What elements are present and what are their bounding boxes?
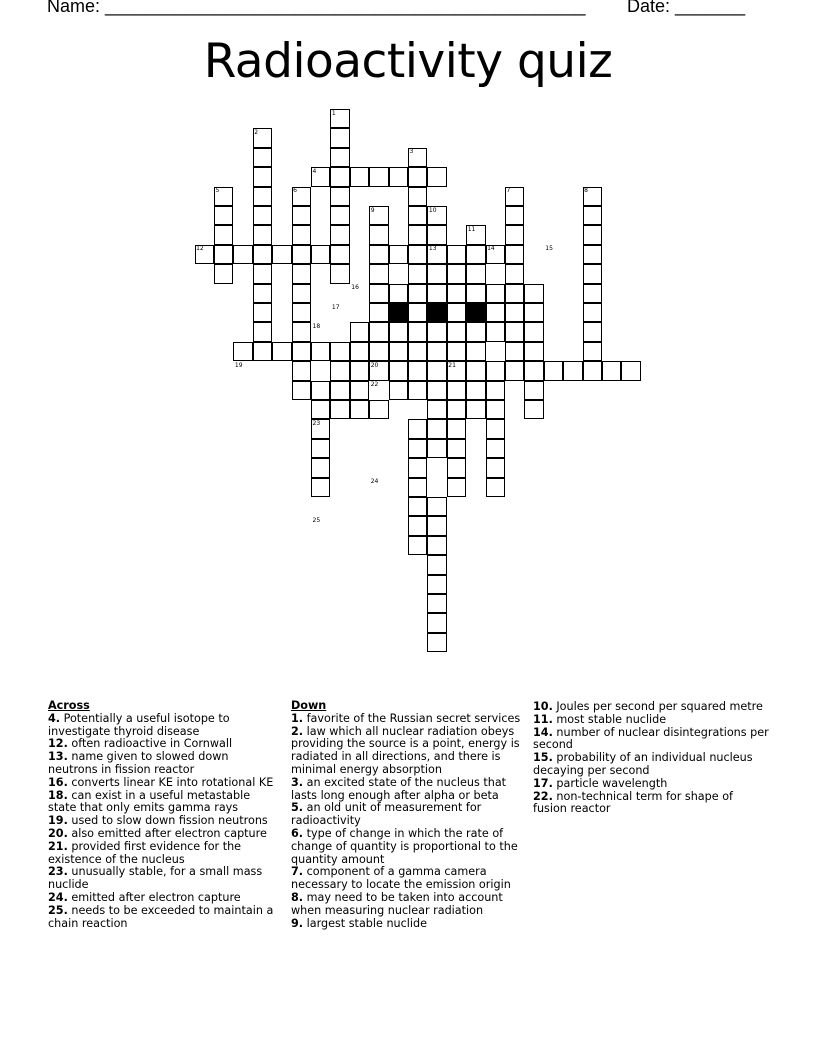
grid-cell[interactable] <box>466 342 485 361</box>
grid-cell[interactable] <box>330 128 349 147</box>
grid-cell[interactable] <box>253 264 272 283</box>
clue-number: 4 <box>312 167 317 175</box>
clue-item-text: probability of an individual nucleus decaying per second <box>533 751 753 777</box>
clue-item-text: most stable nuclide <box>552 712 667 726</box>
grid-cell[interactable] <box>233 342 252 361</box>
clue-item-number: 3. <box>291 775 304 789</box>
clue-number: 7 <box>506 187 511 195</box>
clue-number: 12 <box>196 245 204 253</box>
grid-cell[interactable] <box>544 361 563 380</box>
grid-cell[interactable] <box>292 225 311 244</box>
grid-cell[interactable] <box>350 167 369 186</box>
down-clues <box>291 700 527 930</box>
clue-item-number: 18. <box>48 788 68 802</box>
clue-number: 9 <box>370 206 375 214</box>
grid-cell[interactable] <box>408 245 427 264</box>
grid-cell[interactable] <box>524 284 543 303</box>
grid-cell[interactable] <box>427 516 446 535</box>
clue-item <box>533 727 769 753</box>
grid-cell[interactable] <box>447 478 466 497</box>
grid-cell[interactable] <box>466 361 485 380</box>
grid-cell[interactable] <box>292 245 311 264</box>
grid-cell[interactable] <box>311 245 330 264</box>
grid-cell[interactable] <box>524 342 543 361</box>
clue-item-text: an old unit of measurement for radioactivity <box>291 801 482 828</box>
clue-number: 2 <box>254 128 259 136</box>
clue-number: 24 <box>370 478 379 486</box>
grid-cell[interactable] <box>427 633 446 652</box>
clue-item-text: also emitted after electron capture <box>67 826 267 840</box>
grid-cell[interactable] <box>583 245 602 264</box>
clue-number: 23 <box>312 419 321 427</box>
grid-cell[interactable] <box>486 419 505 438</box>
grid-cell[interactable] <box>253 303 272 322</box>
clue-item-number: 7. <box>291 865 304 879</box>
grid-cell[interactable] <box>505 225 524 244</box>
grid-cell[interactable] <box>583 284 602 303</box>
grid-cell[interactable] <box>389 167 408 186</box>
grid-cell[interactable] <box>311 400 330 419</box>
grid-cell[interactable] <box>486 303 505 322</box>
grid-cell[interactable] <box>583 322 602 341</box>
grid-cell[interactable] <box>350 322 369 341</box>
grid-cell[interactable] <box>369 400 388 419</box>
grid-cell[interactable] <box>311 342 330 361</box>
grid-cell[interactable] <box>330 148 349 167</box>
grid-cell[interactable] <box>350 342 369 361</box>
clue-item-text: Joules per second per squared metre <box>552 700 763 713</box>
clue-item-text: name given to slowed down neutrons in fission reactor <box>48 750 229 776</box>
grid-cell[interactable] <box>292 322 311 341</box>
clue-item-text: can exist in a useful metastable state that only emits gamma rays <box>48 788 251 815</box>
grid-cell[interactable] <box>408 206 427 225</box>
clue-item <box>48 790 280 816</box>
grid-cell[interactable] <box>272 245 291 264</box>
grid-cell[interactable] <box>408 516 427 535</box>
grid-cell[interactable] <box>292 264 311 283</box>
clue-item-text: Potentially a useful isotope to investigate thyroid disease <box>48 711 230 738</box>
grid-cell[interactable] <box>330 400 349 419</box>
grid-cell[interactable] <box>292 342 311 361</box>
grid-cell[interactable] <box>427 439 446 458</box>
clue-item <box>291 726 527 777</box>
grid-cell[interactable] <box>292 381 311 400</box>
grid-cell[interactable] <box>292 361 311 380</box>
clue-item-number: 4. <box>48 711 61 725</box>
grid-cell[interactable] <box>369 225 388 244</box>
name-field-label: Name: ________________________________________________ <box>47 0 586 16</box>
grid-cell[interactable] <box>583 303 602 322</box>
clue-item-number: 12. <box>48 737 68 751</box>
grid-cell[interactable] <box>253 322 272 341</box>
grid-cell[interactable] <box>466 381 485 400</box>
grid-cell[interactable] <box>427 536 446 555</box>
clue-number: 25 <box>312 516 321 524</box>
grid-cell[interactable] <box>408 439 427 458</box>
grid-cell[interactable] <box>505 284 524 303</box>
grid-cell[interactable] <box>427 225 446 244</box>
grid-cell[interactable] <box>330 264 349 283</box>
grid-cell[interactable] <box>486 284 505 303</box>
grid-cell[interactable] <box>447 439 466 458</box>
grid-cell[interactable] <box>253 342 272 361</box>
grid-cell[interactable] <box>447 284 466 303</box>
page-title: Radioactivity quiz <box>203 34 613 89</box>
grid-cell[interactable] <box>408 225 427 244</box>
grid-cell[interactable] <box>447 264 466 283</box>
grid-cell[interactable] <box>311 458 330 477</box>
black-cell <box>466 303 485 322</box>
black-cell <box>427 303 446 322</box>
grid-cell[interactable] <box>602 361 621 380</box>
clue-number: 11 <box>467 225 476 233</box>
grid-cell[interactable] <box>253 167 272 186</box>
grid-cell[interactable] <box>427 264 446 283</box>
clue-item-text: used to slow down fission neutrons <box>67 814 268 828</box>
grid-cell[interactable] <box>408 458 427 477</box>
down-clues-continued <box>533 701 769 816</box>
clue-item-number: 10. <box>533 700 553 713</box>
grid-cell[interactable] <box>408 167 427 186</box>
grid-cell[interactable] <box>272 342 291 361</box>
clue-item-number: 5. <box>291 801 304 815</box>
clue-number: 3 <box>409 148 414 156</box>
grid-cell[interactable] <box>369 322 388 341</box>
grid-cell[interactable] <box>505 322 524 341</box>
clue-item-number: 8. <box>291 890 304 904</box>
clue-number: 10 <box>428 206 437 214</box>
clue-number: 21 <box>448 361 456 369</box>
grid-cell[interactable] <box>447 245 466 264</box>
clue-item-number: 13. <box>48 750 68 764</box>
down-heading: Down <box>291 699 327 712</box>
grid-cell[interactable] <box>427 497 446 516</box>
grid-cell[interactable] <box>408 187 427 206</box>
grid-cell[interactable] <box>330 342 349 361</box>
grid-cell[interactable] <box>408 478 427 497</box>
clue-item-number: 20. <box>48 826 68 840</box>
clue-item <box>291 918 527 931</box>
grid-cell[interactable] <box>524 381 543 400</box>
clue-number: 5 <box>215 187 220 195</box>
grid-cell[interactable] <box>292 303 311 322</box>
clue-item-text: provided first evidence for the existence of the nucleus <box>48 839 242 866</box>
grid-cell[interactable] <box>486 322 505 341</box>
clue-item-number: 9. <box>291 916 304 930</box>
grid-cell[interactable] <box>408 322 427 341</box>
grid-cell[interactable] <box>389 322 408 341</box>
grid-cell[interactable] <box>408 303 427 322</box>
clue-item-number: 1. <box>291 711 304 725</box>
grid-cell[interactable] <box>505 206 524 225</box>
grid-cell[interactable] <box>505 245 524 264</box>
date-field-label: Date: _______ <box>627 0 746 16</box>
clue-item-number: 2. <box>291 724 304 738</box>
grid-cell[interactable] <box>486 439 505 458</box>
grid-cell[interactable] <box>350 381 369 400</box>
clue-number: 20 <box>370 361 379 369</box>
grid-cell[interactable] <box>389 245 408 264</box>
clue-item <box>291 777 527 803</box>
grid-cell[interactable] <box>447 322 466 341</box>
grid-cell[interactable] <box>427 594 446 613</box>
grid-cell[interactable] <box>369 303 388 322</box>
grid-cell[interactable] <box>214 225 233 244</box>
grid-cell[interactable] <box>486 361 505 380</box>
grid-cell[interactable] <box>583 225 602 244</box>
clue-number: 15 <box>545 245 553 253</box>
clue-item <box>48 905 280 931</box>
grid-cell[interactable] <box>292 206 311 225</box>
grid-cell[interactable] <box>486 478 505 497</box>
grid-cell[interactable] <box>253 225 272 244</box>
grid-cell[interactable] <box>311 478 330 497</box>
clue-item-text: may need to be taken into account when measuring nuclear radiation <box>291 890 503 917</box>
clue-number: 18 <box>312 322 321 330</box>
grid-cell[interactable] <box>427 284 446 303</box>
clue-number: 6 <box>293 187 297 195</box>
grid-cell[interactable] <box>505 264 524 283</box>
clue-item-text: law which all nuclear radiation obeys providing the source is a point, energy is radiated in all directions, and there is minimal energy absorption <box>291 724 520 776</box>
grid-cell[interactable] <box>330 187 349 206</box>
grid-cell[interactable] <box>466 400 485 419</box>
grid-cell[interactable] <box>350 400 369 419</box>
grid-cell[interactable] <box>427 361 446 380</box>
grid-cell[interactable] <box>583 264 602 283</box>
grid-cell[interactable] <box>427 381 446 400</box>
grid-cell[interactable] <box>350 361 369 380</box>
grid-cell[interactable] <box>505 342 524 361</box>
grid-cell[interactable] <box>427 555 446 574</box>
grid-cell[interactable] <box>427 613 446 632</box>
grid-cell[interactable] <box>369 264 388 283</box>
clue-number: 22 <box>370 381 379 389</box>
grid-cell[interactable] <box>253 284 272 303</box>
clue-item-number: 22. <box>533 789 553 803</box>
grid-cell[interactable] <box>253 206 272 225</box>
clue-item-number: 16. <box>48 775 68 789</box>
grid-cell[interactable] <box>389 361 408 380</box>
clue-item-number: 25. <box>48 903 68 917</box>
grid-cell[interactable] <box>447 400 466 419</box>
grid-cell[interactable] <box>253 245 272 264</box>
clue-item <box>48 866 280 892</box>
grid-cell[interactable] <box>486 400 505 419</box>
grid-cell[interactable] <box>408 419 427 438</box>
grid-cell[interactable] <box>369 167 388 186</box>
clue-item-text: converts linear KE into rotational KE <box>67 775 274 789</box>
grid-cell[interactable] <box>427 167 446 186</box>
grid-cell[interactable] <box>466 264 485 283</box>
clue-item <box>291 802 527 828</box>
grid-cell[interactable] <box>408 497 427 516</box>
clue-item-text: type of change in which the rate of change of quantity is proportional to the quantity amount <box>291 826 518 866</box>
grid-cell[interactable] <box>427 322 446 341</box>
grid-cell[interactable] <box>563 361 582 380</box>
grid-cell[interactable] <box>447 342 466 361</box>
clue-item-text: component of a gamma camera necessary to locate the emission origin <box>291 865 511 892</box>
grid-cell[interactable] <box>524 303 543 322</box>
grid-cell[interactable] <box>427 400 446 419</box>
clue-item-text: number of nuclear disintegrations per second <box>533 725 769 752</box>
clue-item-text: emitted after electron capture <box>67 890 241 904</box>
grid-cell[interactable] <box>214 206 233 225</box>
clue-item-number: 17. <box>533 776 553 790</box>
grid-cell[interactable] <box>408 536 427 555</box>
grid-cell[interactable] <box>486 381 505 400</box>
grid-cell[interactable] <box>369 284 388 303</box>
clue-item <box>533 791 769 817</box>
clue-item-text: favorite of the Russian secret services <box>303 711 521 725</box>
clue-number: 1 <box>331 109 336 117</box>
grid-cell[interactable] <box>505 303 524 322</box>
clue-item-number: 24. <box>48 890 68 904</box>
grid-cell[interactable] <box>427 575 446 594</box>
clue-item-number: 14. <box>533 725 553 739</box>
clue-item <box>291 866 527 892</box>
clue-number: 13 <box>428 245 437 253</box>
grid-cell[interactable] <box>389 284 408 303</box>
grid-cell[interactable] <box>447 419 466 438</box>
grid-cell[interactable] <box>466 284 485 303</box>
grid-cell[interactable] <box>214 245 233 264</box>
clue-number: 8 <box>584 187 588 195</box>
clue-item-number: 19. <box>48 814 68 828</box>
clue-item-text: particle wavelength <box>552 776 668 790</box>
grid-cell[interactable] <box>427 342 446 361</box>
grid-cell[interactable] <box>583 206 602 225</box>
grid-cell[interactable] <box>330 167 349 186</box>
grid-cell[interactable] <box>292 284 311 303</box>
grid-cell[interactable] <box>408 361 427 380</box>
grid-cell[interactable] <box>427 419 446 438</box>
grid-cell[interactable] <box>330 225 349 244</box>
clue-item-number: 23. <box>48 865 68 879</box>
clue-item-text: an excited state of the nucleus that lasts long enough after alpha or beta <box>291 775 507 802</box>
grid-cell[interactable] <box>447 303 466 322</box>
clue-item <box>48 751 280 777</box>
grid-cell[interactable] <box>369 342 388 361</box>
clue-item <box>533 752 769 778</box>
grid-cell[interactable] <box>447 381 466 400</box>
grid-cell[interactable] <box>466 245 485 264</box>
grid-cell[interactable] <box>524 400 543 419</box>
grid-cell[interactable] <box>311 439 330 458</box>
grid-cell[interactable] <box>214 264 233 283</box>
black-cell <box>389 303 408 322</box>
clue-item-text: largest stable nuclide <box>303 916 427 930</box>
grid-cell[interactable] <box>330 245 349 264</box>
grid-cell[interactable] <box>253 148 272 167</box>
clue-item-text: non-technical term for shape of fusion reactor <box>533 789 733 816</box>
grid-cell[interactable] <box>389 381 408 400</box>
grid-cell[interactable] <box>233 245 252 264</box>
clue-item-text: unusually stable, for a small mass nuclide <box>48 865 263 892</box>
clue-number: 19 <box>234 361 243 369</box>
grid-cell[interactable] <box>330 361 349 380</box>
clue-item-number: 6. <box>291 826 304 840</box>
grid-cell[interactable] <box>389 342 408 361</box>
grid-cell[interactable] <box>486 458 505 477</box>
clue-number: 17 <box>331 303 340 311</box>
grid-cell[interactable] <box>621 361 640 380</box>
grid-cell[interactable] <box>505 361 524 380</box>
clue-number: 16 <box>351 284 359 292</box>
clue-item-number: 21. <box>48 839 68 853</box>
grid-cell[interactable] <box>408 264 427 283</box>
clue-item <box>48 841 280 867</box>
clue-item <box>48 713 280 739</box>
grid-cell[interactable] <box>524 361 543 380</box>
grid-cell[interactable] <box>583 342 602 361</box>
grid-cell[interactable] <box>253 187 272 206</box>
clue-item-text: often radioactive in Cornwall <box>67 737 233 751</box>
clue-item <box>291 828 527 866</box>
grid-cell[interactable] <box>583 361 602 380</box>
grid-cell[interactable] <box>408 381 427 400</box>
grid-cell[interactable] <box>524 322 543 341</box>
across-clues <box>48 700 280 930</box>
clue-number: 14 <box>487 245 495 253</box>
clue-item-number: 11. <box>533 712 553 726</box>
clue-item-text: needs to be exceeded to maintain a chain reaction <box>48 903 274 930</box>
clue-item <box>291 892 527 918</box>
across-heading: Across <box>48 699 90 712</box>
grid-cell[interactable] <box>311 381 330 400</box>
grid-cell[interactable] <box>408 342 427 361</box>
clue-item-number: 15. <box>533 751 553 765</box>
grid-cell[interactable] <box>369 245 388 264</box>
grid-cell[interactable] <box>408 284 427 303</box>
grid-cell[interactable] <box>330 206 349 225</box>
grid-cell[interactable] <box>330 381 349 400</box>
grid-cell[interactable] <box>466 322 485 341</box>
grid-cell[interactable] <box>447 458 466 477</box>
